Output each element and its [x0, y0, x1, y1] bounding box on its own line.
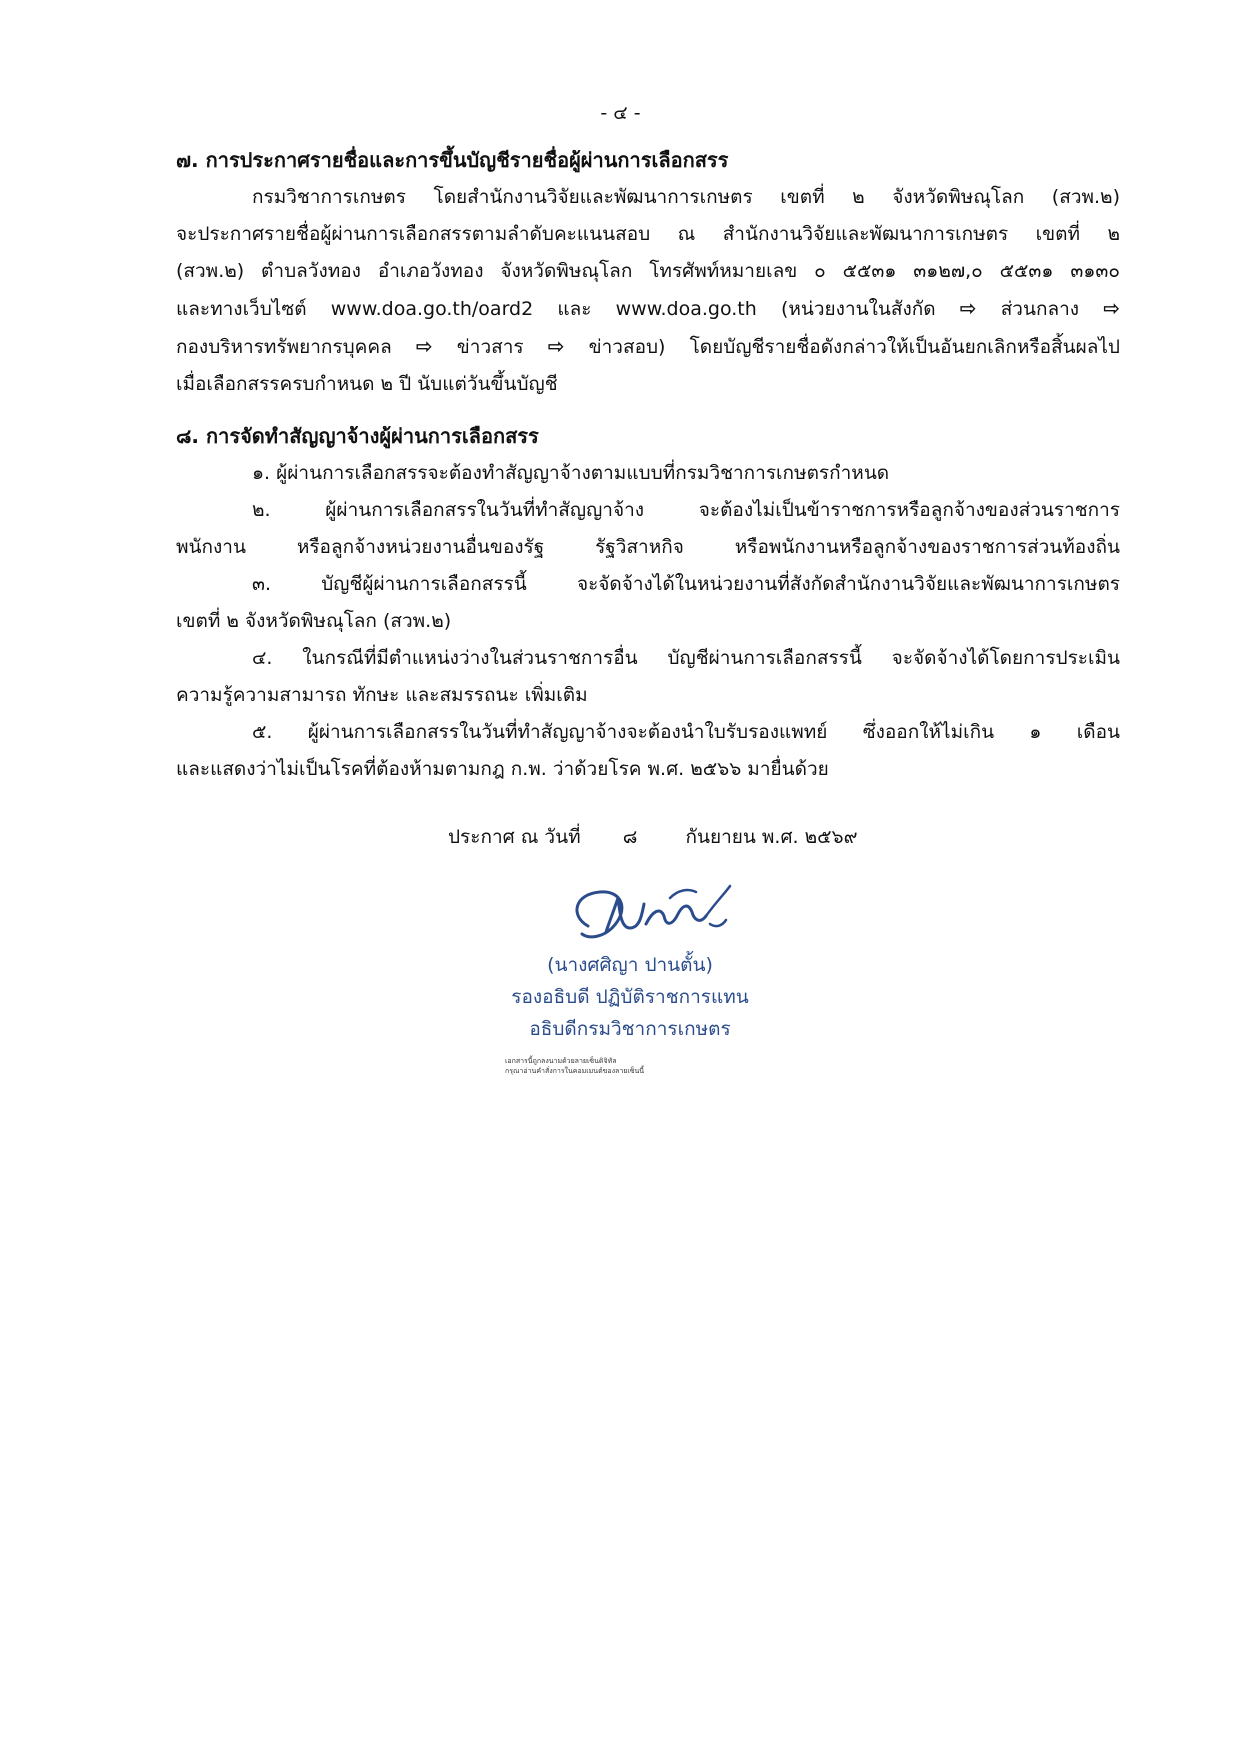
announcement-day: ๘ [622, 826, 638, 848]
section-7-line-5-text-b: ข่าวสาร [456, 336, 524, 358]
page-number: - ๔ - [600, 102, 641, 124]
section-7-line-6: เมื่อเลือกสรรครบกำหนด ๒ ปี นับแต่วันขึ้นบัญชี [176, 373, 558, 395]
signer-position-2: อธิบดีกรมวิชาการเกษตร [529, 1018, 731, 1040]
section-8-item-3-line-1: ๓. บัญชีผู้ผ่านการเลือกสรรนี้ จะจัดจ้างได้ในหน่วยงานที่สังกัดสำนักงานวิจัยและพัฒนาการเกษตร [252, 573, 1120, 595]
section-7-heading: ๗. การประกาศรายชื่อและการขึ้นบัญชีรายชื่อผู้ผ่านการเลือกสรร [176, 148, 729, 172]
section-8 [176, 418, 1120, 788]
announcement-date [448, 822, 858, 852]
signer-name: (นางศศิญา ปานตั้น) [547, 954, 713, 976]
section-8-item-2-line-2: พนักงาน หรือลูกจ้างหน่วยงานอื่นของรัฐ รัฐวิสาหกิจ หรือพนักงานหรือลูกจ้างของราชการส่วนท้องถิ่น [176, 536, 1120, 558]
section-7-line-4 [176, 290, 1120, 328]
right-arrow-icon: ⇨ [415, 334, 433, 358]
section-8-item-4-line-2: ความรู้ความสามารถ ทักษะ และสมรรถนะ เพิ่มเติม [176, 684, 588, 706]
signer-position-1: รองอธิบดี ปฏิบัติราชการแทน [511, 986, 749, 1008]
section-8-item-5-line-2: และแสดงว่าไม่เป็นโรคที่ต้องห้ามตามกฎ ก.พ. ว่าด้วยโรค พ.ศ. ๒๕๖๖ มายื่นด้วย [176, 758, 829, 780]
right-arrow-icon: ⇨ [1103, 296, 1120, 320]
section-7-line-5-text-c: ข่าวสอบ) โดยบัญชีรายชื่อดังกล่าวให้เป็นอันยกเลิกหรือสิ้นผลไป [588, 336, 1120, 358]
section-8-item-4-line-1: ๔. ในกรณีที่มีตำแหน่งว่างในส่วนราชการอื่น บัญชีผ่านการเลือกสรรนี้ จะจัดจ้างได้โดยการประเมิน [252, 647, 1120, 669]
section-7-line-2: จะประกาศรายชื่อผู้ผ่านการเลือกสรรตามลำดับคะแนนสอบ ณ สำนักงานวิจัยและพัฒนาการเกษตร เขตที่ ๒ [176, 223, 1120, 245]
section-8-item-5-line-1: ๕. ผู้ผ่านการเลือกสรรในวันที่ทำสัญญาจ้างจะต้องนำใบรับรองแพทย์ ซึ่งออกให้ไม่เกิน ๑ เดือน [252, 721, 1120, 743]
announcement-prefix: ประกาศ ณ วันที่ [448, 826, 581, 848]
digital-signature-note-2: กรุณาอ่านคำสั่งการในคอมเมนต์ของลายเซ็นนี้ [505, 1067, 645, 1075]
section-7-line-3: (สวพ.๒) ตำบลวังทอง อำเภอวังทอง จังหวัดพิษณุโลก โทรศัพท์หมายเลข ๐ ๕๕๓๑ ๓๑๒๗,๐ ๕๕๓๑ ๓๑๓๐ [176, 260, 1120, 282]
section-8-item-2-line-1: ๒. ผู้ผ่านการเลือกสรรในวันที่ทำสัญญาจ้าง จะต้องไม่เป็นข้าราชการหรือลูกจ้างของส่วนราชการ [252, 499, 1120, 521]
section-7 [176, 142, 1120, 403]
section-7-line-5-text-a: กองบริหารทรัพยากรบุคคล [176, 336, 392, 358]
section-7-line-4-text: และทางเว็บไซต์ www.doa.go.th/oard2 และ www.doa.go.th (หน่วยงานในสังกัด [176, 298, 936, 320]
section-8-item-3-line-2: เขตที่ ๒ จังหวัดพิษณุโลก (สวพ.๒) [176, 610, 452, 632]
digital-signature-note-1: เอกสารนี้ถูกลงนามด้วยลายเซ็นดิจิทัล [505, 1057, 617, 1065]
section-7-line-5 [176, 328, 1120, 366]
right-arrow-icon: ⇨ [959, 296, 977, 320]
section-8-heading: ๘. การจัดทำสัญญาจ้างผู้ผ่านการเลือกสรร [176, 424, 539, 448]
section-8-item-1: ๑. ผู้ผ่านการเลือกสรรจะต้องทำสัญญาจ้างตามแบบที่กรมวิชาการเกษตรกำหนด [252, 462, 890, 484]
section-7-line-1: กรมวิชาการเกษตร โดยสำนักงานวิจัยและพัฒนาการเกษตร เขตที่ ๒ จังหวัดพิษณุโลก (สวพ.๒) [252, 186, 1120, 208]
handwritten-signature [560, 876, 735, 958]
announcement-month-year: กันยายน พ.ศ. ๒๕๖๙ [685, 826, 858, 848]
section-7-line-4-text-b: ส่วนกลาง [1000, 298, 1080, 320]
right-arrow-icon: ⇨ [547, 334, 565, 358]
